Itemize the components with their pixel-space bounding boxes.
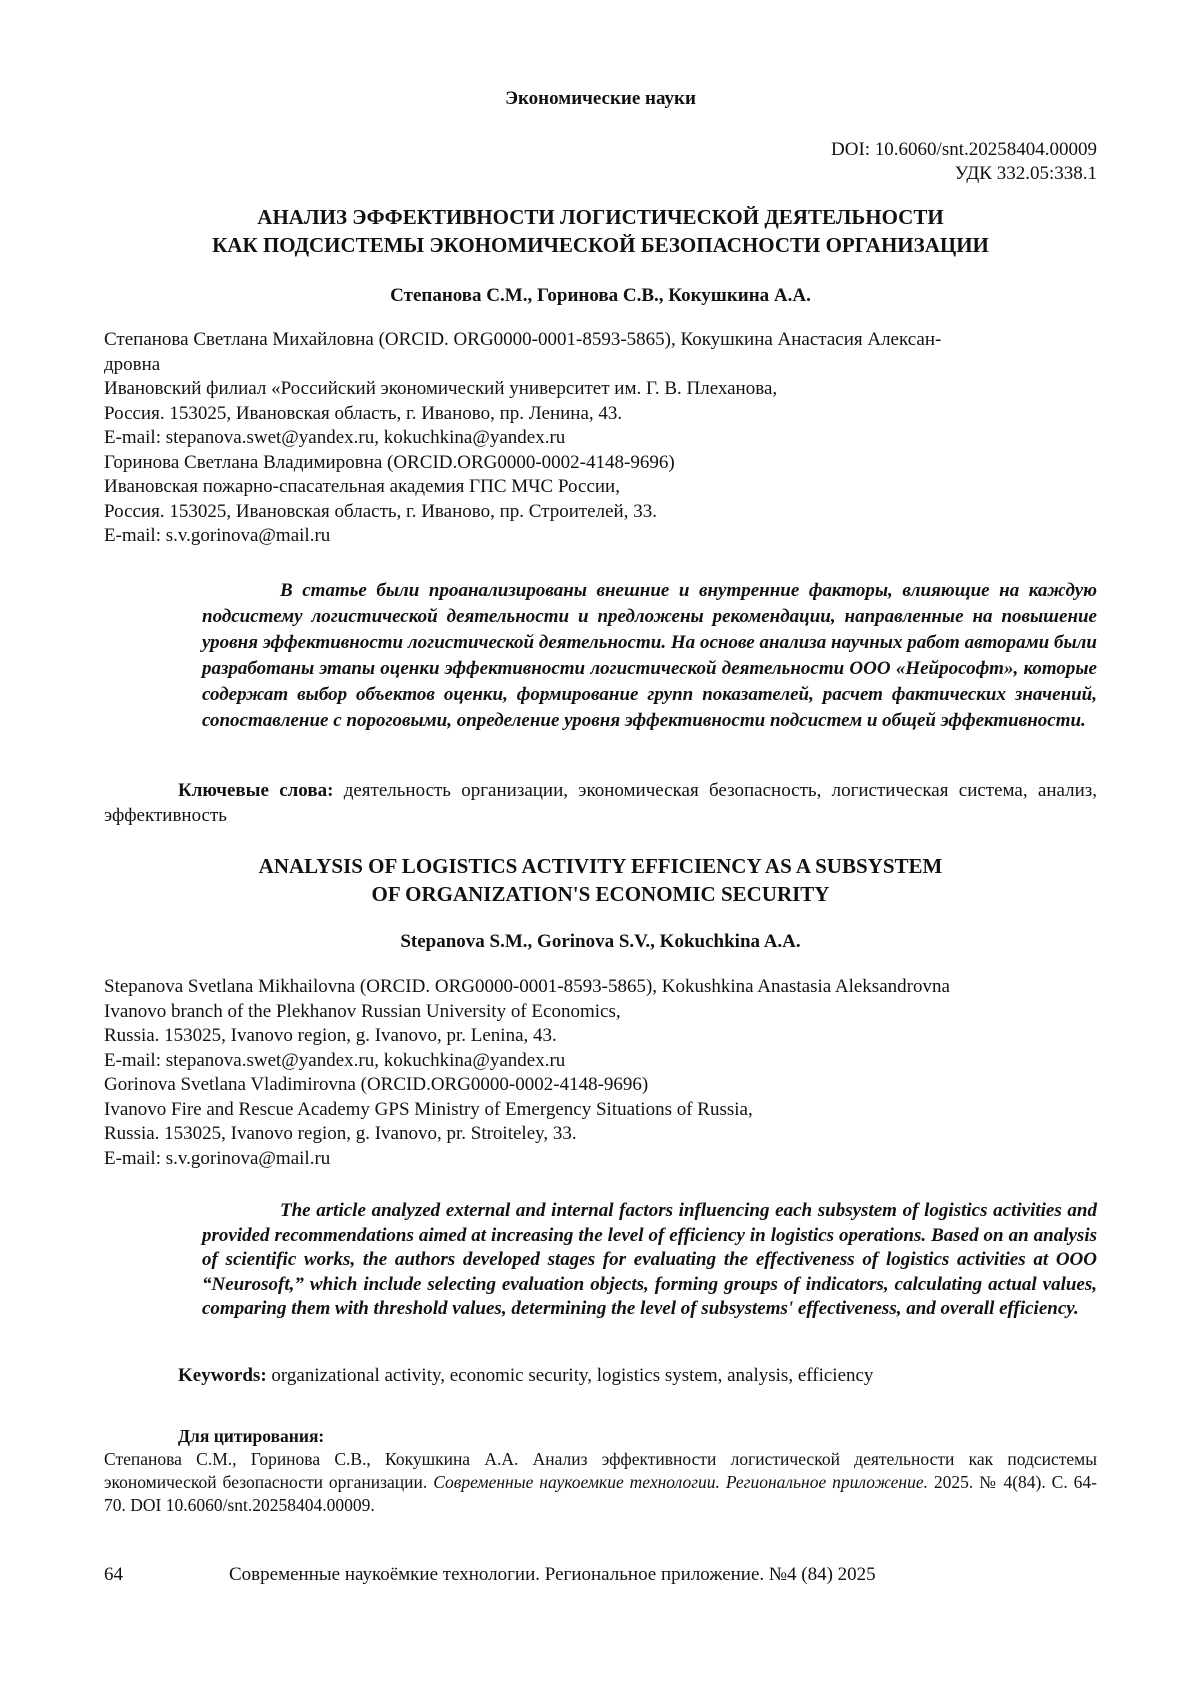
doi: DOI: 10.6060/snt.20258404.00009 <box>831 139 1097 160</box>
author-info-line: E-mail: s.v.gorinova@mail.ru <box>104 525 331 546</box>
citation <box>104 1425 1097 1517</box>
keywords-ru-label: Ключевые слова: <box>178 780 334 801</box>
keywords-en-text: organizational activity, economic security, logistics system, analysis, efficiency <box>271 1365 874 1386</box>
page-number: 64 <box>104 1564 123 1585</box>
udk: УДК 332.05:338.1 <box>954 163 1097 184</box>
title-en-line-2: OF ORGANIZATION'S ECONOMIC SECURITY <box>371 882 830 906</box>
citation-text: Степанова С.М., Горинова С.В., Кокушкина А.А. Анализ эффективности логистической деятельности как подсистемы экономической безопасности организации. <box>104 1449 1097 1492</box>
abstract-en: The article analyzed external and internal factors influencing each subsystem of logistics activities and provided recommendations aimed at increasing the level of efficiency in logistics operations. Based on an analysis of scientific works, the authors developed stages for evaluating the effectiveness of logistics activities at OOO “Neurosoft,” which include selecting evaluation objects, forming groups of indicators, calculating actual values, comparing them with threshold values, determining the level of subsystems' effectiveness, and overall efficiency. <box>202 1200 1097 1319</box>
article-page <box>104 0 1097 1697</box>
author-info-line: Ивановский филиал «Российский экономический университет им. Г. В. Плеханова, <box>104 378 778 399</box>
citation-details: 2025. № 4(84). С. 64-70. DOI 10.6060/snt.20258404.00009. <box>104 1472 1097 1515</box>
author-info-line: Ivanovo Fire and Rescue Academy GPS Ministry of Emergency Situations of Russia, <box>104 1098 753 1120</box>
author-info-line: E-mail: s.v.gorinova@mail.ru <box>104 1147 331 1169</box>
author-info-line: Россия. 153025, Ивановская область, г. Иваново, пр. Ленина, 43. <box>104 402 623 424</box>
title-en-line-1: ANALYSIS OF LOGISTICS ACTIVITY EFFICIENCY AS A SUBSYSTEM <box>258 854 943 878</box>
author-info-line: Степанова Светлана Михайловна (ORCID. ORG0000-0001-8593-5865), Кокушкина Анастасия Алексан- <box>104 329 942 350</box>
citation-label: Для цитирования: <box>178 1426 325 1446</box>
author-info-line: E-mail: stepanova.swet@yandex.ru, kokuchkina@yandex.ru <box>104 427 566 448</box>
title-ru-line-2: КАК ПОДСИСТЕМЫ ЭКОНОМИЧЕСКОЙ БЕЗОПАСНОСТИ ОРГАНИЗАЦИИ <box>212 233 989 257</box>
author-info-ru <box>104 328 1097 549</box>
keywords-ru <box>104 778 1097 828</box>
keywords-en-label: Keywords: <box>178 1365 267 1386</box>
authors-en: Stepanova S.M., Gorinova S.V., Kokuchkina A.A. <box>400 931 801 952</box>
author-info-line: Россия. 153025, Ивановская область, г. Иваново, пр. Строителей, 33. <box>104 500 657 522</box>
footer-journal: Современные наукоёмкие технологии. Региональное приложение. №4 (84) 2025 <box>229 1564 876 1585</box>
citation-journal: Современные наукоемкие технологии. Региональное приложение. <box>433 1472 928 1492</box>
authors-ru: Степанова С.М., Горинова С.В., Кокушкина А.А. <box>390 285 811 306</box>
title-ru <box>104 203 1097 259</box>
title-ru-line-1: АНАЛИЗ ЭФФЕКТИВНОСТИ ЛОГИСТИЧЕСКОЙ ДЕЯТЕЛЬНОСТИ <box>257 205 944 229</box>
author-info-line: Ивановская пожарно-спасательная академия ГПС МЧС России, <box>104 476 620 497</box>
abstract-ru: В статье были проанализированы внешние и внутренние факторы, влияющие на каждую подсистему логистической деятельности и предложены рекомендации, направленные на повышение уровня эффективности логистической деятельности. На основе анализа научных работ авторами были разработаны этапы оценки эффективности логистической деятельности ООО «Нейрософт», которые содержат выбор объектов оценки, формирование групп показателей, расчет фактических значений, сопоставление с пороговыми, определение уровня эффективности подсистем и общей эффективности. <box>202 580 1097 731</box>
author-info-line: Ivanovo branch of the Plekhanov Russian University of Economics, <box>104 1000 621 1022</box>
article-identifiers <box>831 138 1097 186</box>
keywords-ru-text: деятельность организации, экономическая безопасность, логистическая система, анализ, эффективность <box>104 780 1097 826</box>
author-info-line: Russia. 153025, Ivanovo region, g. Ivanovo, pr. Lenina, 43. <box>104 1025 557 1046</box>
author-info-line: E-mail: stepanova.swet@yandex.ru, kokuchkina@yandex.ru <box>104 1049 566 1071</box>
author-info-line: Горинова Светлана Владимировна (ORCID.ORG0000-0002-4148-9696) <box>104 451 675 473</box>
title-en <box>104 852 1097 908</box>
keywords-en <box>104 1363 1097 1388</box>
author-info-line: дровна <box>104 353 161 375</box>
author-info-en <box>104 975 1097 1171</box>
author-info-line: Gorinova Svetlana Vladimirovna (ORCID.ORG0000-0002-4148-9696) <box>104 1074 649 1095</box>
author-info-line: Russia. 153025, Ivanovo region, g. Ivanovo, pr. Stroiteley, 33. <box>104 1123 577 1144</box>
author-info-line: Stepanova Svetlana Mikhailovna (ORCID. ORG0000-0001-8593-5865), Kokushkina Anastasia Aleksandrovna <box>104 976 950 997</box>
section-label: Экономические науки <box>505 88 696 109</box>
